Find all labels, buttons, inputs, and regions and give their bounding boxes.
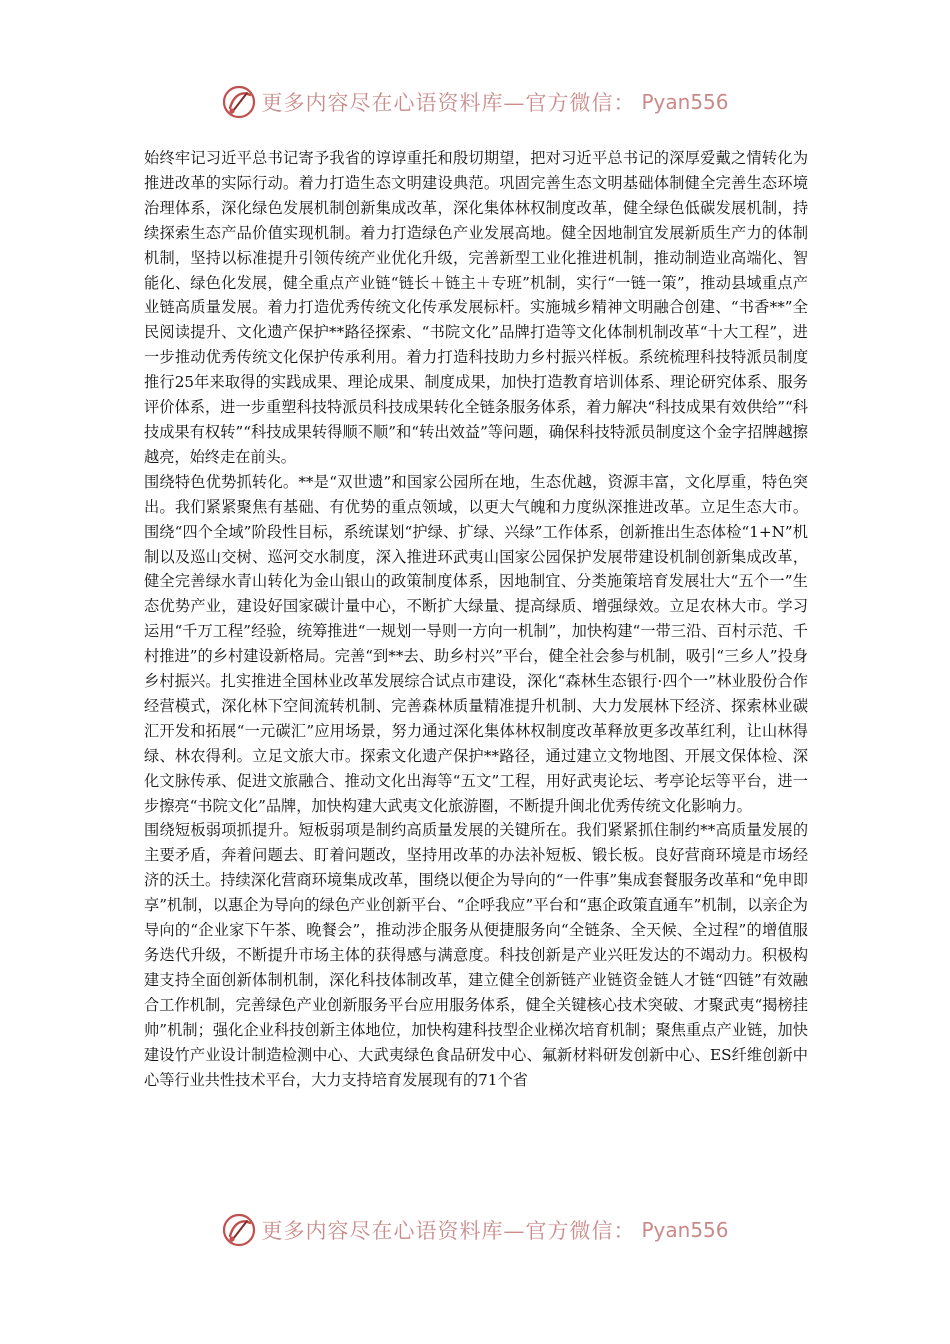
brand-logo-icon — [221, 1212, 257, 1248]
header-wechat-id: Pyan556 — [641, 90, 729, 114]
paragraph-1: 始终牢记习近平总书记寄予我省的谆谆重托和殷切期望，把对习近平总书记的深厚爱戴之情转化为推进改革的实际行动。着力打造生态文明建设典范。巩固完善生态文明基础体制健全完善生态环境治理体系，深化绿色发展机制创新集成改革，深化集体林权制度改革，健全绿色低碳发展机制，持续探索生态产品价值实现机制。着力打造绿色产业发展高地。健全因地制宜发展新质生产力的体制机制，坚持以标准提升引领传统产业优化升级，完善新型工业化推进机制，推动制造业高端化、智能化、绿色化发展，健全重点产业链“链长＋链主＋专班”机制，实行“一链一策”，推动县域重点产业链高质量发展。着力打造优秀传统文化传承发展标杆。实施城乡精神文明融合创建、“书香**”全民阅读提升、文化遗产保护**路径探索、“书院文化”品牌打造等文化体制机制改革“十大工程”，进一步推动优秀传统文化保护传承利用。着力打造科技助力乡村振兴样板。系统梳理科技特派员制度推行25年来取得的实践成果、理论成果、制度成果，加快打造教育培训体系、理论研究体系、服务评价体系，进一步重塑科技特派员科技成果转化全链条服务体系，着力解决“科技成果有效供给”“科技成果有权转”“科技成果转得顺不顺”和“转出效益”等问题，确保科技特派员制度这个金字招牌越擦越亮，始终走在前头。 — [144, 149, 808, 466]
document-body — [144, 146, 808, 1191]
footer-wechat-id: Pyan556 — [641, 1218, 729, 1242]
paragraph-2: 围绕特色优势抓转化。**是“双世遗”和国家公园所在地，生态优越，资源丰富，文化厚重，特色突出。我们紧紧聚焦有基础、有优势的重点领域，以更大气魄和力度纵深推进改革。立足生态大市。围绕“四个全域”阶段性目标，系统谋划“护绿、扩绿、兴绿”工作体系，创新推出生态体检“1+N”机制以及巡山交树、巡河交水制度，深入推进环武夷山国家公园保护发展带建设机制创新集成改革，健全完善绿水青山转化为金山银山的政策制度体系，因地制宜、分类施策培育发展壮大“五个一”生态优势产业，建设好国家碳计量中心，不断扩大绿量、提高绿质、增强绿效。立足农林大市。学习运用“千万工程”经验，统筹推进“一规划一导则一方向一机制”，加快构建“一带三沿、百村示范、千村推进”的乡村建设新格局。完善“到**去、助乡村兴”平台，健全社会参与机制，吸引“三乡人”投身乡村振兴。扎实推进全国林业改革发展综合试点市建设，深化“森林生态银行·四个一”林业股份合作经营模式，深化林下空间流转机制、完善森林质量精准提升机制、大力发展林下经济、探索林业碳汇开发和拓展“一元碳汇”应用场景，努力通过深化集体林权制度改革释放更多改革红利，让山林得绿、林农得利。立足文旅大市。探索文化遗产保护**路径，通过建立文物地图、开展文保体检、深化文脉传承、促进文旅融合、推动文化出海等“五文”工程，用好武夷论坛、考亭论坛等平台，进一步擦亮“书院文化”品牌，加快构建大武夷文化旅游圈，不断提升闽北优秀传统文化影响力。 — [144, 472, 808, 815]
footer-banner — [0, 1210, 950, 1250]
footer-banner-text: 更多内容尽在心语资料库—官方微信： — [261, 1219, 636, 1243]
paragraph-3: 围绕短板弱项抓提升。短板弱项是制约高质量发展的关键所在。我们紧紧抓住制约**高质量发展的主要矛盾，奔着问题去、盯着问题改，坚持用改革的办法补短板、锻长板。良好营商环境是市场经济的沃土。持续深化营商环境集成改革，围绕以便企为导向的“一件事”集成套餐服务改革和“免申即享”机制，以惠企为导向的绿色产业创新平台、“企呼我应”平台和“惠企政策直通车”机制，以亲企为导向的“企业家下午茶、晚餐会”，推动涉企服务从便捷服务向“全链条、全天候、全过程”的增值服务迭代升级，不断提升市场主体的获得感与满意度。科技创新是产业兴旺发达的不竭动力。积极构建支持全面创新体制机制，深化科技体制改革，建立健全创新链产业链资金链人才链“四链”有效融合工作机制，完善绿色产业创新服务平台应用服务体系，健全关键核心技术突破、才聚武夷“揭榜挂帅”机制；强化企业科技创新主体地位，加快构建科技型企业梯次培育机制；聚焦重点产业链，加快建设竹产业设计制造检测中心、大武夷绿色食品研发中心、氟新材料研发创新中心、ES纤维创新中心等行业共性技术平台，大力支持培育发展现有的71个省 — [144, 821, 808, 1089]
header-banner-text: 更多内容尽在心语资料库—官方微信： — [261, 91, 636, 115]
brand-logo-icon — [221, 84, 257, 120]
header-banner — [0, 82, 950, 122]
